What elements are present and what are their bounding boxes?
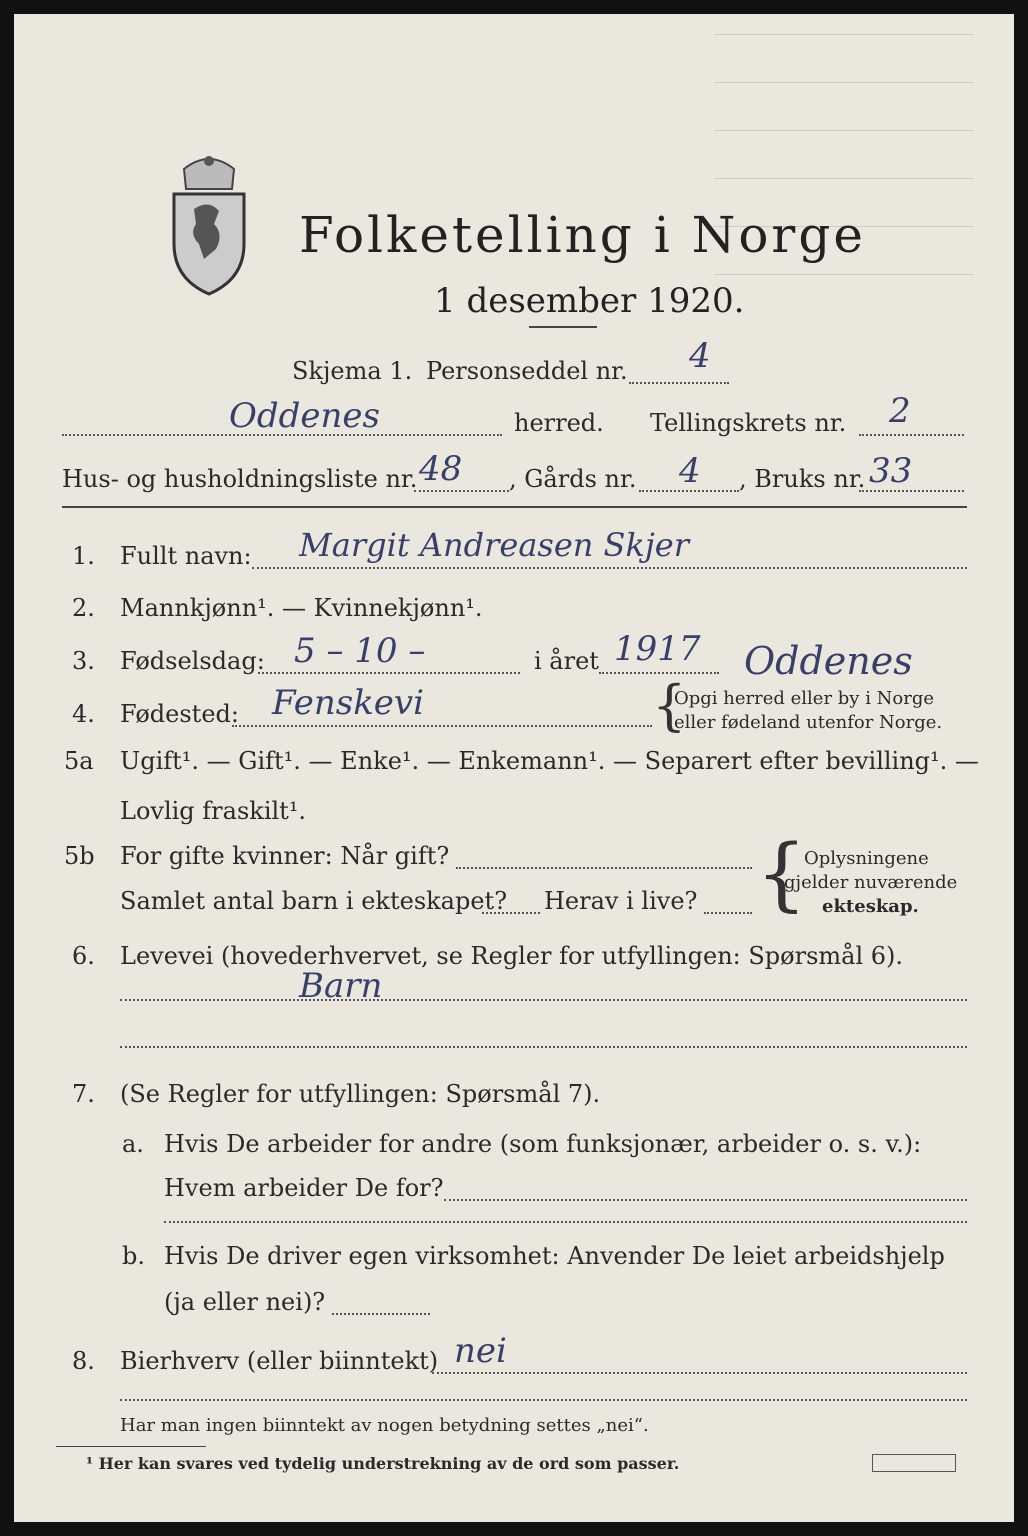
q5b-note-2: gjelder nuværende bbox=[784, 872, 958, 893]
q5b-note-1: Oplysningene bbox=[804, 848, 929, 869]
q8-field-line-2 bbox=[120, 1399, 967, 1401]
q5a-text: Ugift¹. — Gift¹. — Enke¹. — Enkemann¹. — Separert efter bevilling¹. — bbox=[120, 747, 979, 775]
q5b-brace: { bbox=[756, 827, 807, 920]
census-form bbox=[14, 14, 1014, 1522]
q3-extra-value: Oddenes bbox=[744, 639, 913, 683]
tellingskrets-value: 2 bbox=[889, 391, 911, 431]
q7b-text: Hvis De driver egen virksomhet: Anvender De leiet arbeidshjelp bbox=[164, 1242, 945, 1270]
herred-label: herred. bbox=[514, 409, 604, 437]
hus-label: Hus- og husholdningsliste nr. bbox=[62, 465, 418, 493]
q7a-field-line-2 bbox=[164, 1221, 967, 1223]
q7-number: 7. bbox=[72, 1080, 95, 1108]
personseddel-field-line bbox=[629, 382, 729, 384]
herred-value: Oddenes bbox=[229, 396, 380, 436]
q7b-label: b. bbox=[122, 1242, 145, 1270]
q8-number: 8. bbox=[72, 1347, 95, 1375]
q7a-label: a. bbox=[122, 1130, 144, 1158]
q7b-text-2: (ja eller nei)? bbox=[164, 1288, 326, 1316]
coat-of-arms-seal bbox=[164, 149, 254, 299]
q7a-text-2: Hvem arbeider De for? bbox=[164, 1174, 444, 1202]
q7a-text: Hvis De arbeider for andre (som funksjonær, arbeider o. s. v.): bbox=[164, 1130, 922, 1158]
footer-note: Har man ingen biinntekt av nogen betydning settes „nei“. bbox=[120, 1415, 649, 1436]
bruks-label: , Bruks nr. bbox=[739, 465, 866, 493]
q6-text: Levevei (hovederhvervet, se Regler for utfyllingen: Spørsmål 6). bbox=[120, 942, 904, 970]
q7a-field-line-1 bbox=[444, 1199, 967, 1201]
q4-number: 4. bbox=[72, 700, 95, 728]
q1-number: 1. bbox=[72, 542, 95, 570]
form-date: 1 desember 1920. bbox=[434, 281, 745, 321]
q1-label: Fullt navn: bbox=[120, 542, 252, 570]
q2-number: 2. bbox=[72, 594, 95, 622]
q6-value: Barn bbox=[299, 966, 383, 1006]
q5b-alive-line bbox=[704, 912, 752, 914]
gards-label: , Gårds nr. bbox=[509, 465, 637, 493]
skjema-label: Skjema 1. bbox=[292, 357, 413, 385]
q6-number: 6. bbox=[72, 942, 95, 970]
footnote: ¹ Her kan svares ved tydelig understrekning av de ord som passer. bbox=[86, 1454, 680, 1473]
q5b-number: 5b bbox=[64, 842, 95, 870]
q5b-children-line bbox=[482, 912, 540, 914]
q5b-married-line bbox=[456, 867, 752, 869]
q4-note-1: Opgi herred eller by i Norge bbox=[674, 688, 935, 709]
personseddel-value: 4 bbox=[689, 336, 711, 376]
personseddel-label: Personseddel nr. bbox=[426, 357, 628, 385]
q7b-field-line bbox=[332, 1313, 430, 1315]
q5b-note-3: ekteskap. bbox=[822, 896, 919, 917]
q3-field-line bbox=[258, 672, 520, 674]
q5b-text: For gifte kvinner: Når gift? bbox=[120, 842, 450, 870]
q5a-text-2: Lovlig fraskilt¹. bbox=[120, 797, 307, 825]
q6-field-line-2 bbox=[120, 1046, 967, 1048]
q8-text: Bierhverv (eller biinntekt) bbox=[120, 1347, 439, 1375]
hus-value: 48 bbox=[419, 449, 463, 489]
q5b-text-2: Samlet antal barn i ekteskapet? bbox=[120, 887, 508, 915]
form-title: Folketelling i Norge bbox=[299, 206, 866, 264]
q7-text: (Se Regler for utfyllingen: Spørsmål 7). bbox=[120, 1080, 601, 1108]
q8-value: nei bbox=[454, 1331, 507, 1371]
q3-value: 5 – 10 – bbox=[294, 631, 426, 671]
bruks-value: 33 bbox=[869, 451, 913, 491]
q8-field-line-1 bbox=[432, 1372, 967, 1374]
q3-year-label: i året bbox=[534, 647, 599, 675]
q3-year-value: 1917 bbox=[614, 629, 701, 669]
q4-field-line bbox=[232, 725, 652, 727]
tellingskrets-label: Tellingskrets nr. bbox=[650, 409, 847, 437]
header-separator bbox=[62, 506, 967, 508]
bleed-through bbox=[714, 34, 974, 314]
q4-label: Fødested: bbox=[120, 700, 239, 728]
q4-note-2: eller fødeland utenfor Norge. bbox=[674, 712, 943, 733]
tellingskrets-field-line bbox=[859, 434, 964, 436]
title-divider bbox=[529, 326, 597, 328]
footnote-rule bbox=[56, 1446, 206, 1447]
q3-number: 3. bbox=[72, 647, 95, 675]
gards-value: 4 bbox=[679, 451, 701, 491]
q3-label: Fødselsdag: bbox=[120, 647, 265, 675]
q2-text: Mannkjønn¹. — Kvinnekjønn¹. bbox=[120, 594, 483, 622]
printer-mark bbox=[872, 1454, 956, 1472]
q5a-number: 5a bbox=[64, 747, 94, 775]
q5b-text-3: Herav i live? bbox=[544, 887, 698, 915]
hus-field-line bbox=[414, 490, 509, 492]
q1-field-line bbox=[252, 567, 967, 569]
q6-field-line-1 bbox=[120, 999, 967, 1001]
q4-brace: { bbox=[652, 674, 687, 737]
q4-value: Fenskevi bbox=[272, 683, 425, 723]
q1-value: Margit Andreasen Skjer bbox=[299, 526, 690, 564]
